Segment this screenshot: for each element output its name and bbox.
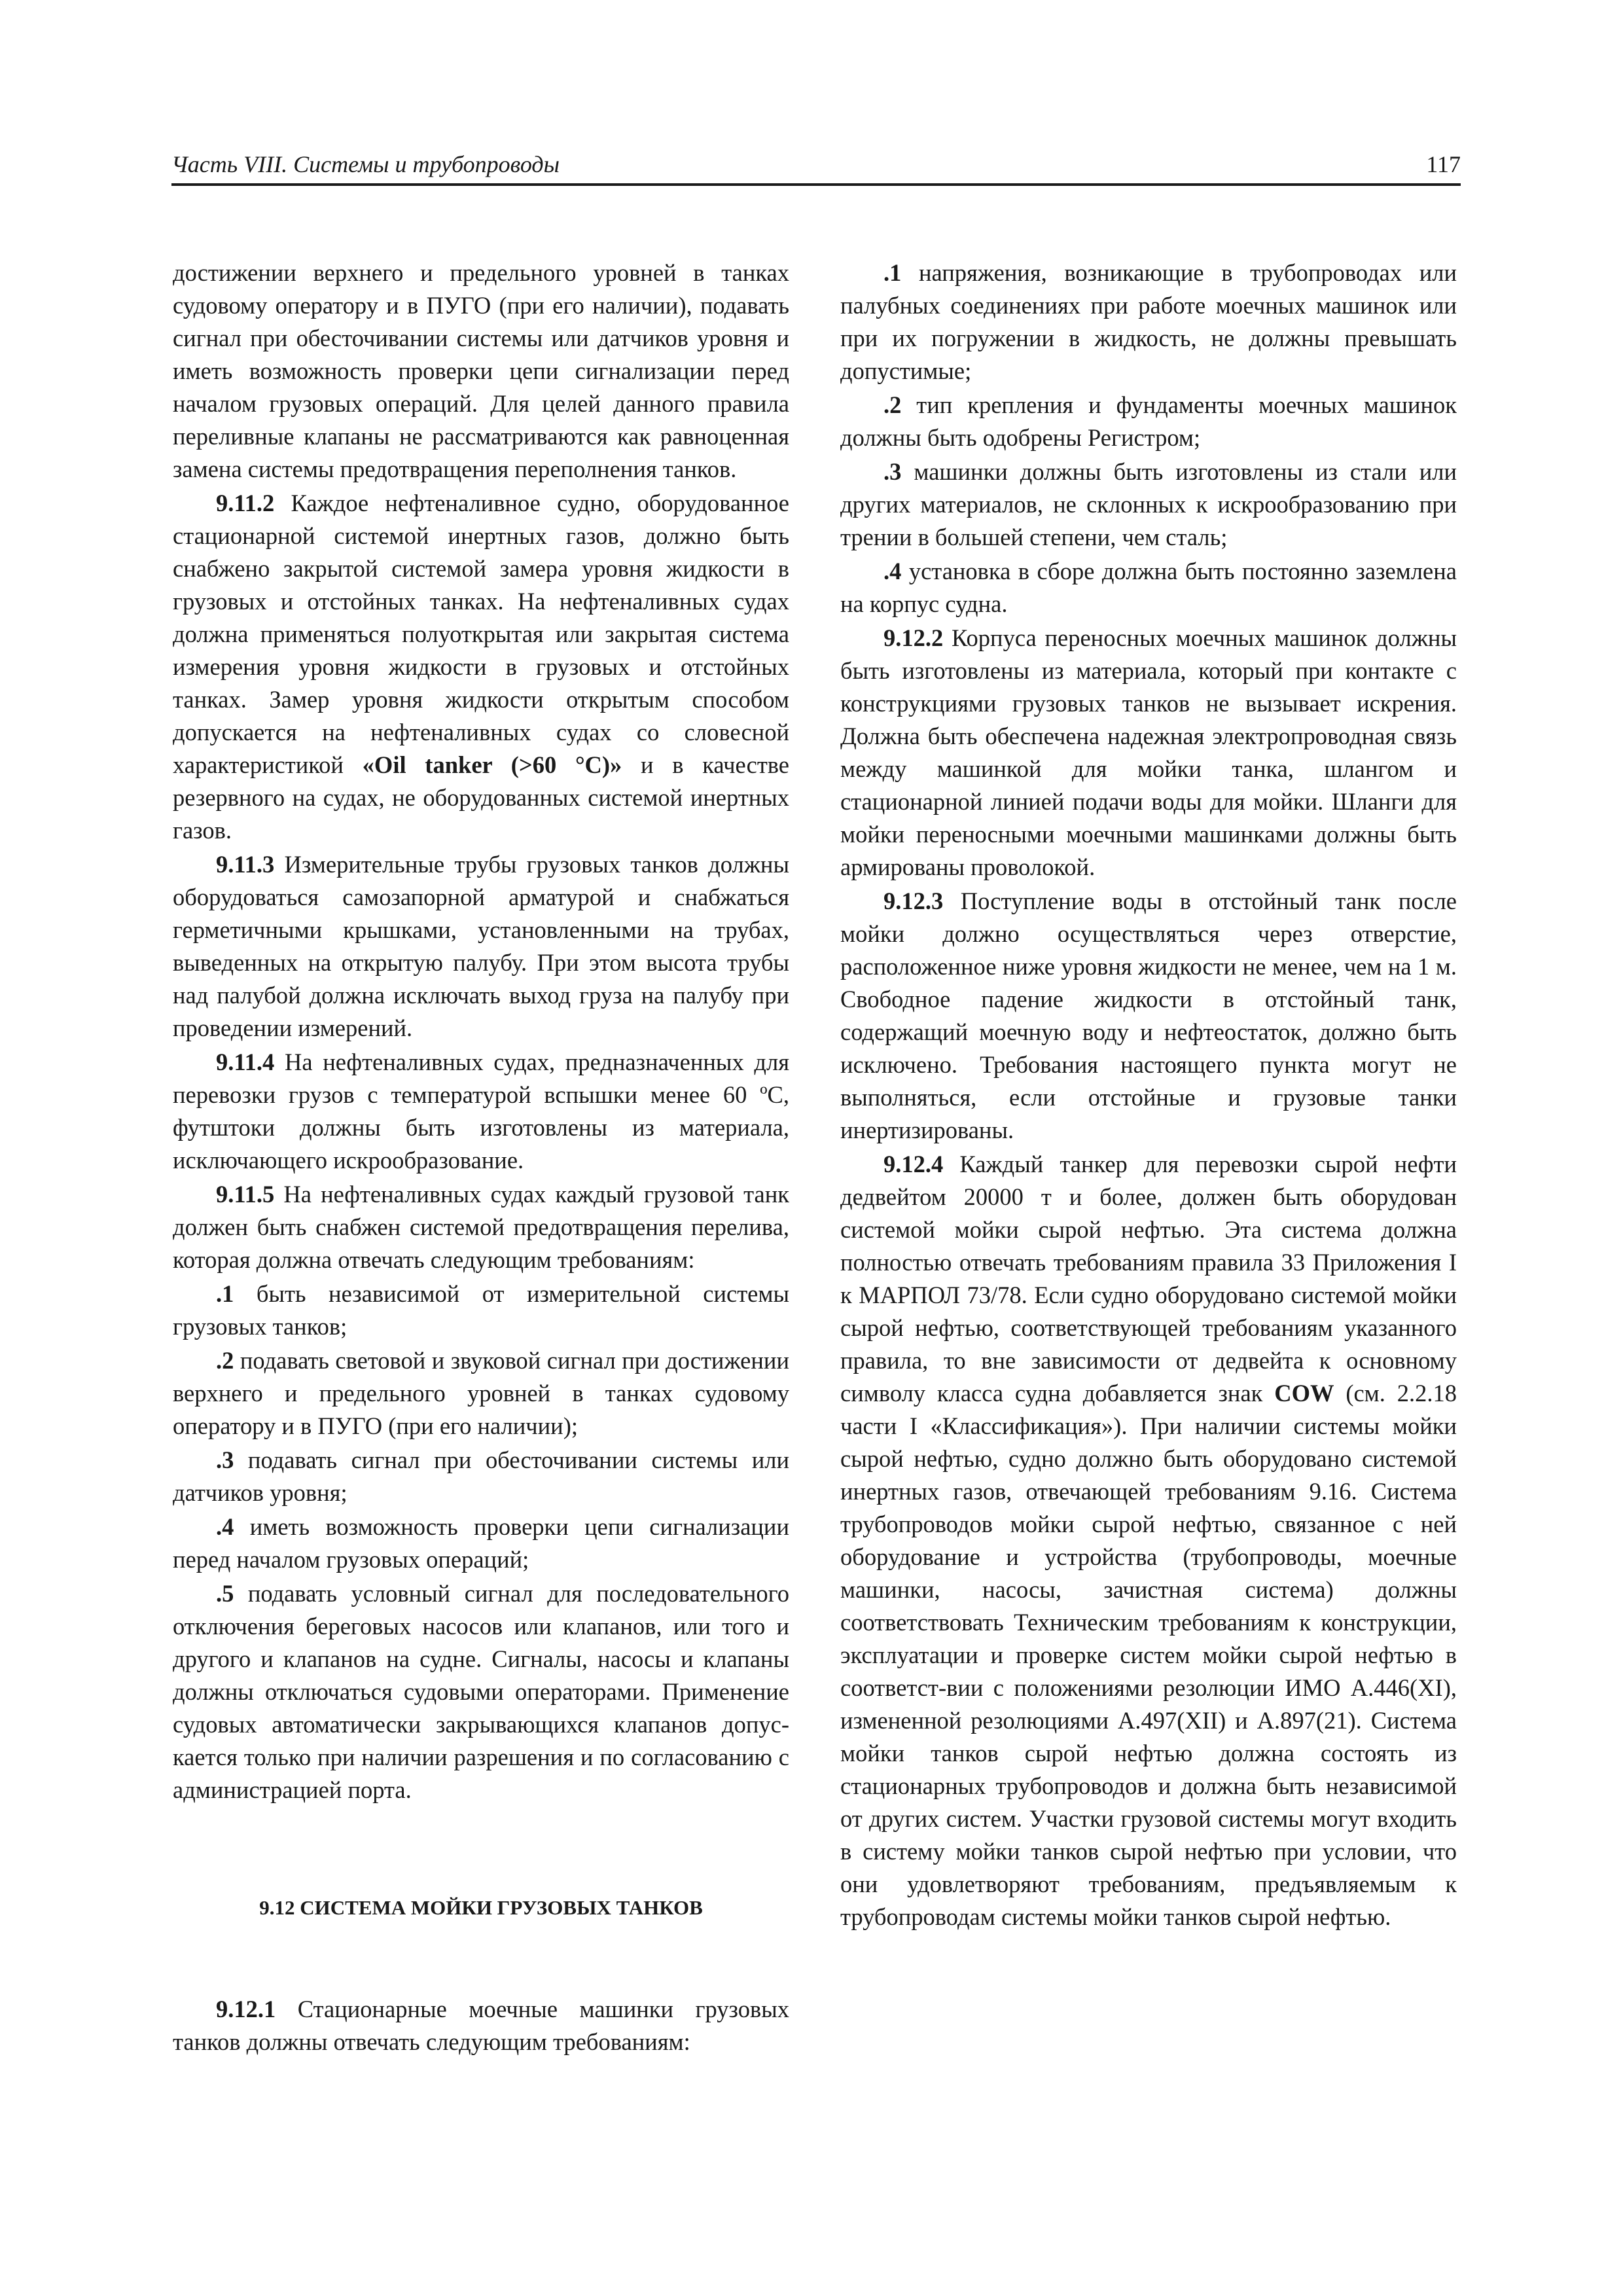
paragraph-9-12-2: 9.12.2 Корпуса переносных моечных машинок должны быть изготовлены из материала, который при контакте с конструкциями грузовых танков не вызывает искрения. Должна быть обеспечена надежная электропроводная связь между машинкой для мойки танка, шлангом и стационарной линией подачи воды для мойки. Шланги для мойки переносными моечными машинками должны быть армированы проволокой.	[840, 624, 1457, 880]
clause-number: 9.11.3	[216, 851, 275, 878]
list-item: .1 напряжения, возникающие в трубопроводах или палубных соединениях при работе моечных машинок или при их погружении в жидкость, не должны превышать допустимые;	[840, 259, 1457, 384]
clause-number: 9.12.1	[216, 1996, 276, 2022]
paragraph-9-11-5: 9.11.5 На нефтеналивных судах каждый грузовой танк должен быть снабжен системой предотвращения перелива, которая должна отвечать следующим требованиям:	[173, 1181, 789, 1273]
clause-number: 9.12.4	[883, 1151, 944, 1177]
clause-number: 9.12.2	[883, 624, 944, 651]
running-title: Часть VIII. Системы и трубопроводы	[171, 151, 560, 177]
list-item: .2 подавать световой и звуковой сигнал при достижении верхнего и предельного уровней в танках судовому оператору и в ПУГО (при его наличии);	[173, 1347, 789, 1439]
paragraph-9-12-3: 9.12.3 Поступление воды в отстойный танк после мойки должно осуществляться через отверстие, расположенное ниже уровня жидкости не менее, чем на 1 м. Свободное падение жидкости в отстойный танк, содержащий моечную воду и нефтеостаток, должно быть исключено. Требования настоящего пункта могут не выполняться, если отстойные и грузовые танки инертизированы.	[840, 888, 1457, 1143]
clause-number: 9.11.4	[216, 1049, 275, 1075]
paragraph-9-12-4: 9.12.4 Каждый танкер для перевозки сырой нефти дедвейтом 20000 т и более, должен быть оборудован системой мойки сырой нефтью. Эта система должна полностью отвечать требованиям правила 33 Приложения I к МАРПОЛ 73/78. Если судно оборудовано системой мойки сырой нефтью, соответствующей требованиям указанного правила, то вне зависимости от дедвейта к основному символу класса судна добавляется знак COW (см. 2.2.18 части I «Классификация»). При наличии системы мойки сырой нефтью, судно должно быть оборудовано системой инертных газов, отвечающей требованиям 9.16. Система трубопроводов мойки сырой нефтью, связанное с ней оборудование и устройства (трубопроводы, моечные машинки, насосы, зачистная система) должны соответствовать Техническим требованиям к конструкции, эксплуатации и проверке систем мойки сырой нефтью в соответст-вии с положениями резолюции ИМО А.446(XI), измененной резолюциями А.497(XII) и А.897(21). Система мойки танков сырой нефтью должна состоять из стационарных трубопроводов и должна быть независимой от других систем. Участки грузовой системы могут входить в систему мойки танков сырой нефтью при условии, что они удовлетворяют требованиям, предъявляемым к трубопроводам системы мойки танков сырой нефтью.	[840, 1151, 1457, 1930]
list-item: .1 быть независимой от измерительной системы грузовых танков;	[173, 1280, 789, 1340]
paragraph-9-12-1: 9.12.1 Стационарные моечные машинки грузовых танков должны отвечать следующим требованиям:	[173, 1996, 789, 2055]
clause-number: 9.12.3	[883, 888, 944, 914]
right-column	[840, 257, 1457, 1935]
paragraph: достижении верхнего и предельного уровней в танках судовому оператору и в ПУГО (при его наличии), подавать сигнал при обесточивании системы или датчиков уровня и иметь возможность проверки цепи сигнализации перед началом грузовых операций. Для целей данного правила переливные клапаны не рассматриваются как равноценная замена системы предотвращения переполнения танков.	[173, 259, 789, 482]
left-column	[173, 257, 789, 2060]
list-item: .5 подавать условный сигнал для последовательного отключения береговых насосов или клапанов, или того и другого и клапанов на судне. Сигналы, насосы и клапаны должны отключаться судовыми операторами. Применение судовых автоматически закрывающихся клапанов допус-кается только при наличии разрешения и по согласованию с администрацией порта.	[173, 1580, 789, 1803]
page-number: 117	[1426, 151, 1461, 177]
header-rule	[171, 183, 1461, 186]
list-item: .2 тип крепления и фундаменты моечных машинок должны быть одобрены Регистром;	[840, 391, 1457, 451]
page-header	[171, 144, 1461, 181]
paragraph-9-11-2: 9.11.2 Каждое нефтеналивное судно, оборудованное стационарной системой инертных газов, должно быть снабжено закрытой системой замера уровня жидкости в грузовых и отстойных танках. На нефтеналивных судах должна применяться полуоткрытая или закрытая система измерения уровня жидкости в грузовых и отстойных танках. Замер уровня жидкости открытым способом допускается на нефтеналивных судах со словесной характеристикой «Oil tanker (>60 °C)» и в качестве резервного на судах, не оборудованных системой инертных газов.	[173, 490, 789, 844]
clause-number: 9.11.5	[216, 1181, 275, 1208]
paragraph-9-11-4: 9.11.4 На нефтеналивных судах, предназначенных для перевозки грузов с температурой вспышки менее 60 ºС, футштоки должны быть изготовлены из материала, исключающего искрообразование.	[173, 1049, 789, 1174]
cow-notation: COW	[1274, 1380, 1334, 1407]
section-heading: 9.12 СИСТЕМА МОЙКИ ГРУЗОВЫХ ТАНКОВ	[259, 1896, 703, 1919]
oil-tanker-notation: «Oil tanker (>60 °C)»	[362, 751, 622, 778]
paragraph-9-11-3: 9.11.3 Измерительные трубы грузовых танков должны оборудоваться самозапорной арматурой и снабжаться герметичными крышками, установленными на трубах, выведенных на открытую палубу. При этом высота трубы над палубой должна исключать выход груза на палубу при проведении измерений.	[173, 851, 789, 1041]
list-item: .3 подавать сигнал при обесточивании системы или датчиков уровня;	[173, 1446, 789, 1506]
clause-number: 9.11.2	[216, 490, 275, 516]
list-item: .4 установка в сборе должна быть постоянно заземлена на корпус судна.	[840, 558, 1457, 617]
list-item: .3 машинки должны быть изготовлены из стали или других материалов, не склонных к искрообразованию при трении в большей степени, чем сталь;	[840, 458, 1457, 550]
list-item: .4 иметь возможность проверки цепи сигнализации перед началом грузовых операций;	[173, 1513, 789, 1573]
